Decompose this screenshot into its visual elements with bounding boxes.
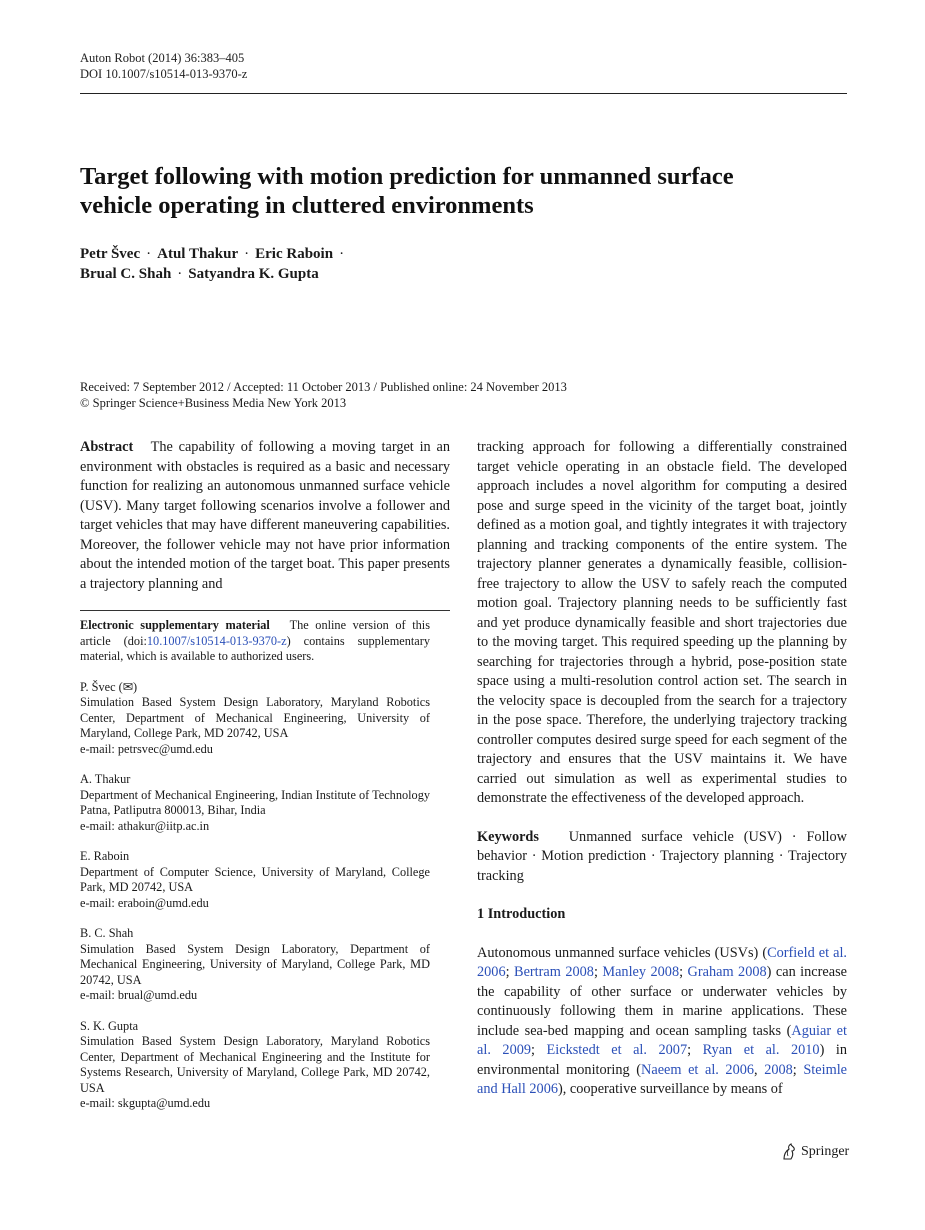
email[interactable]: e-mail: brual@umd.edu <box>80 988 198 1002</box>
right-column <box>477 438 847 1100</box>
doi-link[interactable]: 10.1007/s10514-013-9370-z <box>146 633 287 648</box>
author: Eric Raboin <box>255 246 334 262</box>
author-line-2: Brual C. Shah · Satyandra K. Gupta <box>80 266 319 282</box>
citation-link[interactable]: Aguiar et al. 2009 <box>477 1022 847 1058</box>
citation-link[interactable]: Graham 2008 <box>687 964 767 980</box>
author: Atul Thakur <box>157 246 239 262</box>
affiliation-gupta: S. K. Gupta Simulation Based System Design Laboratory, Maryland Robotics Center, Department of Mechanical Engineering and the Institute for Systems Research, University of Maryland, College Park, MD 20742, USA e-mail: skgupta@umd.edu <box>80 1018 430 1110</box>
doi: DOI 10.1007/s10514-013-9370-z <box>80 67 248 81</box>
abstract-continued: tracking approach for following a differentially constrained target vehicle operating in an obstacle field. The developed approach includes a novel algorithm for computing a desired pose and surge speed in the vicinity of the target boat, jointly defined as a motion goal, and tightly integrates it with trajectory planning and tracking components of the entire system. The trajectory planner generates a dynamically feasible, collision-free trajectory to allow the USV to safely reach the computed motion goal. Trajectory planning needs to be sufficiently fast and yet produce dynamically feasible and short trajectories due to the moving target. This required speeding up the planning by searching for trajectories through a hybrid, pose-position state space using a multi-resolution control action set. The search in the velocity space is decoupled from the search for a trajectory in the pose space. Therefore, the underlying trajectory tracking controller computes desired surge speed for each segment of the trajectory and ensures that the USV maintains it. We have carried out simulation as well as experimental studies to demonstrate the effectiveness of the developed approach. <box>477 439 847 806</box>
esm-note: Electronic supplementary material The online version of this article (doi:10.1007/s10514-013-9370-z) contains supplementary material, which is available to authorized users. <box>80 618 430 663</box>
springer-horse-icon <box>781 1143 797 1161</box>
email[interactable]: e-mail: eraboin@umd.edu <box>80 895 209 910</box>
running-header <box>80 50 247 82</box>
email[interactable]: e-mail: petrsvec@umd.edu <box>80 741 213 756</box>
affiliation-thakur: A. Thakur Department of Mechanical Engineering, Indian Institute of Technology Patna, Patliputra 800013, Bihar, India e-mail: athakur@iitp.ac.in <box>80 772 430 833</box>
author: Satyandra K. Gupta <box>188 266 319 282</box>
citation-link[interactable]: Ryan et al. 2010 <box>702 1042 820 1058</box>
email[interactable]: e-mail: athakur@iitp.ac.in <box>80 818 210 833</box>
footnotes <box>80 618 430 1127</box>
copyright: © Springer Science+Business Media New York 2013 <box>80 396 347 410</box>
affiliation-svec: P. Švec (✉) Simulation Based System Design Laboratory, Maryland Robotics Center, Department of Mechanical Engineering, University of Maryland, College Park, MD 20742, USA e-mail: petrsvec@umd.edu <box>80 679 430 756</box>
author-line-1: Petr Švec · Atul Thakur · Eric Raboin · <box>80 246 345 262</box>
citation-link[interactable]: Manley 2008 <box>602 964 680 980</box>
keywords: Keywords Unmanned surface vehicle (USV) · Follow behavior · Motion prediction · Trajectory planning · Trajectory tracking <box>477 828 847 884</box>
header-rule <box>80 93 847 94</box>
affiliation-raboin: E. Raboin Department of Computer Science, University of Maryland, College Park, MD 20742, USA e-mail: eraboin@umd.edu <box>80 849 430 910</box>
publisher-name: Springer <box>801 1144 850 1159</box>
introduction-text: Autonomous unmanned surface vehicles (USVs) (Corfield et al. 2006; Bertram 2008; Manley 2008; Graham 2008) can increase the capability of other surface or underwater vehicles by continuously following them in marine applications. These include sea-bed mapping and ocean sampling tasks (Aguiar et al. 2009; Eickstedt et al. 2007; Ryan et al. 2010) in environmental monitoring (Naeem et al. 2006, 2008; Steimle and Hall 2006), cooperative surveillance by means of <box>477 944 848 1097</box>
citation-link[interactable]: Eickstedt et al. 2007 <box>546 1042 688 1058</box>
citation-link[interactable]: Corfield et al. 2006 <box>477 944 847 980</box>
email[interactable]: e-mail: skgupta@umd.edu <box>80 1096 211 1110</box>
citation-link[interactable]: Naeem et al. 2006 <box>641 1061 755 1078</box>
publication-dates: Received: 7 September 2012 / Accepted: 11 October 2013 / Published online: 24 November 2013 © Springer Science+Business Media New York 2013 <box>80 380 567 410</box>
citation-link[interactable]: Bertram 2008 <box>514 964 594 980</box>
author: Petr Švec <box>80 246 141 262</box>
abstract-label: Abstract <box>80 439 134 455</box>
footnote-rule <box>80 610 450 611</box>
keywords-label: Keywords <box>477 828 539 845</box>
citation-link[interactable]: 2008 <box>764 1061 793 1078</box>
citation-link[interactable]: Steimle and Hall 2006 <box>477 1061 848 1097</box>
paper-title: Target following with motion prediction for unmanned surface vehicle operating in cluttered environments <box>80 163 734 219</box>
affiliation-shah: B. C. Shah Simulation Based System Design Laboratory, Department of Mechanical Engineering, University of Maryland, College Park, MD 20742, USA e-mail: brual@umd.edu <box>80 926 430 1002</box>
author-list <box>80 244 350 284</box>
abstract-text: The capability of following a moving target in an environment with obstacles is required as a basic and necessary function for realizing an autonomous unmanned surface vehicle (USV). Many target following scenarios involve a follower and target vehicles that may have different maneuvering capabilities. Moreover, the follower vehicle may not have prior information about the intended motion of the target boat. This paper presents a trajectory planning and <box>80 439 450 592</box>
author: Brual C. Shah <box>80 266 172 282</box>
publisher-logo <box>781 1143 849 1161</box>
abstract-left-column <box>80 438 450 594</box>
journal-citation: Auton Robot (2014) 36:383–405 <box>80 51 245 65</box>
section-heading: 1 Introduction <box>477 906 566 922</box>
